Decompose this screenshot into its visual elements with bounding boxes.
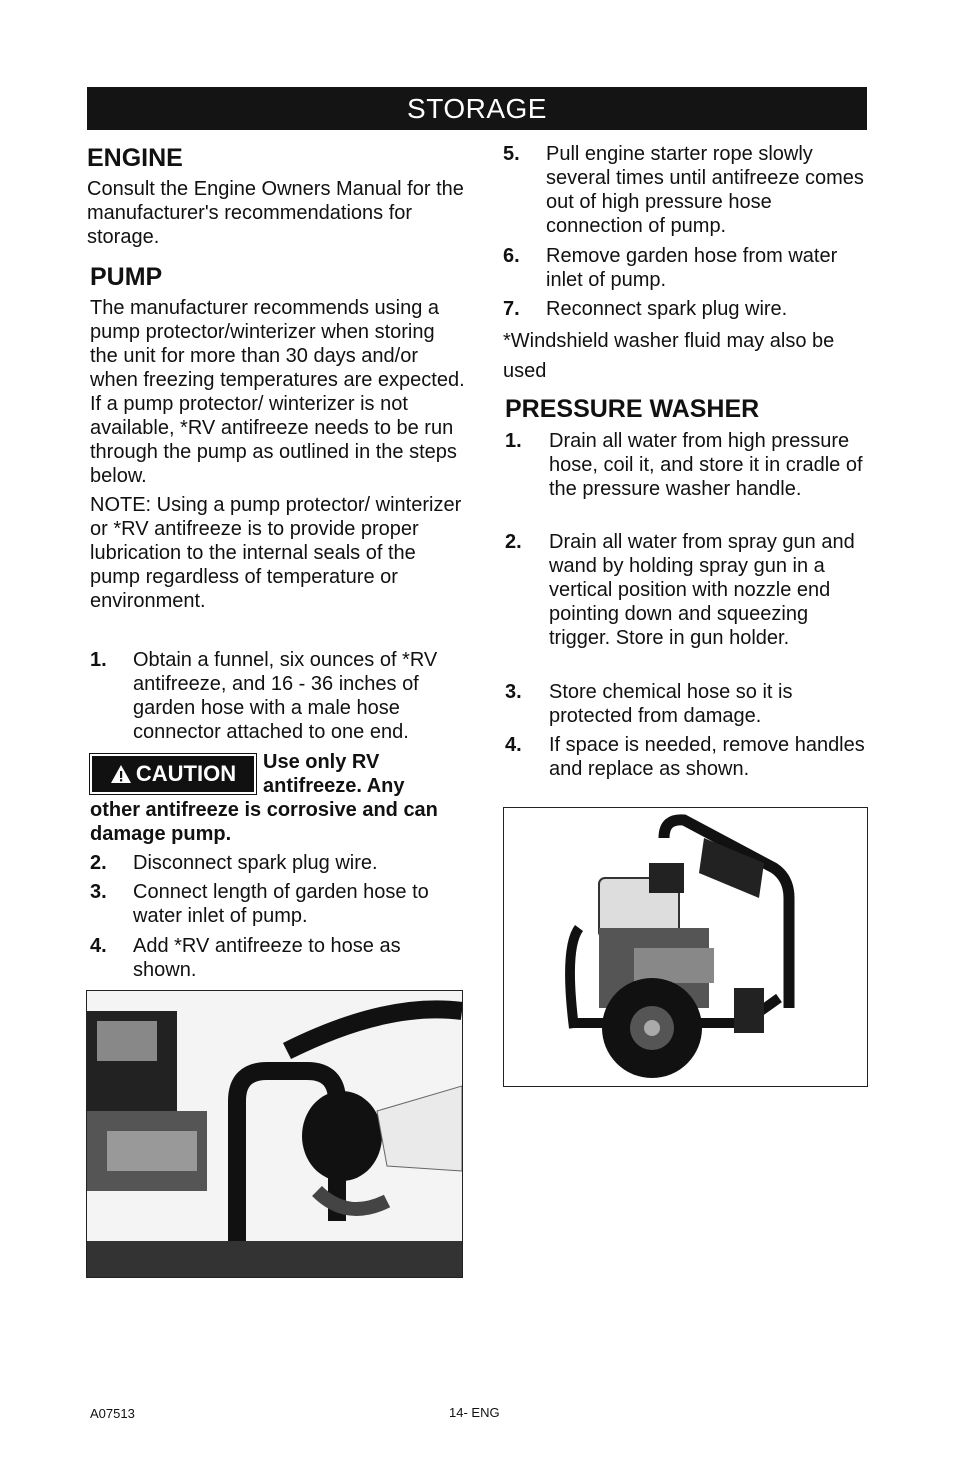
list-item: 2. Drain all water from spray gun and wand by holding spray gun in a vertical position with nozzle end pointing down and squeezing trigger. Store in gun holder. (505, 531, 855, 649)
document-code: A07513 (90, 1406, 135, 1421)
caution-label: CAUTION (90, 754, 256, 794)
pressure-washer-heading: PRESSURE WASHER (505, 395, 760, 423)
list-item: 3. Connect length of garden hose to water inlet of pump. (90, 881, 429, 927)
list-item: 5. Pull engine starter rope slowly several times until antifreeze comes out of high pressure hose connection of pump. (503, 143, 864, 237)
footnote: *Windshield washer fluid may also be used (503, 330, 835, 382)
caution-text-line2: antifreeze. Any (263, 775, 405, 797)
pump-heading: PUMP (90, 263, 163, 291)
list-item: 7. Reconnect spark plug wire. (503, 298, 788, 320)
pressure-washer-photo (503, 807, 868, 1087)
page-title: STORAGE (87, 87, 867, 130)
engine-body: Consult the Engine Owners Manual for the manufacturer's recommendations for storage. (87, 178, 464, 248)
list-item: 6. Remove garden hose from water inlet of pump. (503, 245, 838, 291)
list-item: 4. If space is needed, remove handles and replace as shown. (505, 734, 865, 780)
warning-triangle-icon (110, 764, 132, 784)
caution-text-line1: Use only RV (263, 751, 380, 773)
pump-note: NOTE: Using a pump protector/ winterizer or *RV antifreeze is to provide proper lubrication to the internal seals of the pump regardless of temperature or environment. (90, 494, 462, 612)
list-item: 3. Store chemical hose so it is protected from damage. (505, 681, 793, 727)
list-item: 1. Obtain a funnel, six ounces of *RV antifreeze, and 16 - 36 inches of garden hose with a male hose connector attached to one end. (90, 649, 438, 743)
list-item: 4. Add *RV antifreeze to hose as shown. (90, 935, 401, 981)
antifreeze-photo (86, 990, 463, 1278)
list-item: 1. Drain all water from high pressure hose, coil it, and store it in cradle of the pressure washer handle. (505, 430, 863, 500)
pump-body: The manufacturer recommends using a pump protector/winterizer when storing the unit for more than 30 days and/or when freezing temperatures are expected. If a pump protector/ winterizer is not available, *RV antifreeze needs to be run through the pump as outlined in the steps below. (90, 297, 465, 487)
caution-text: other antifreeze is corrosive and can damage pump. (90, 799, 438, 845)
list-item: 2. Disconnect spark plug wire. (90, 852, 378, 874)
page-number: 14- ENG (449, 1405, 500, 1420)
engine-heading: ENGINE (87, 144, 183, 172)
